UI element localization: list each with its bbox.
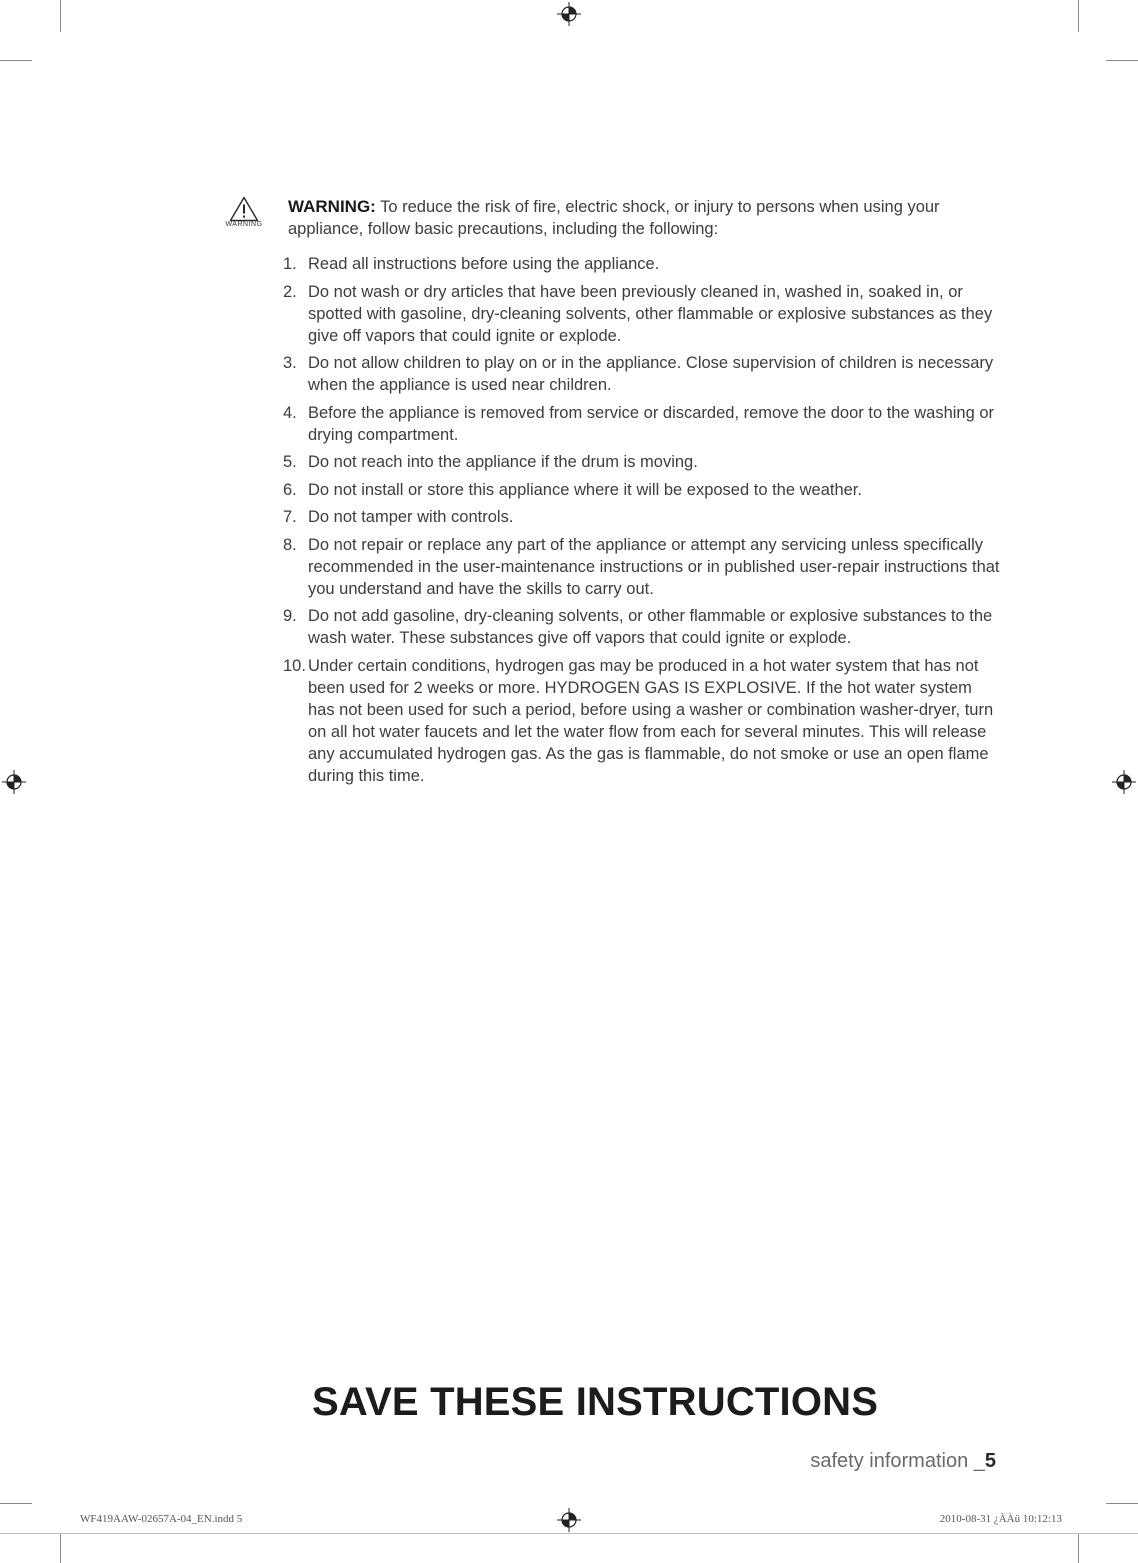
list-item [283,655,1003,787]
save-instructions-heading: SAVE THESE INSTRUCTIONS [312,1380,879,1424]
list-item [283,253,1003,275]
crop-mark-right-bottom [1106,1503,1138,1504]
list-item [283,479,1003,501]
list-item [283,402,1003,446]
crop-mark-top-left [60,0,61,32]
list-item-text: Read all instructions before using the appliance. [308,255,660,273]
list-item-text: Do not reach into the appliance if the drum is moving. [308,453,698,471]
slug-rule [0,1533,1138,1534]
warning-intro [288,196,1008,240]
list-item [283,352,1003,396]
crop-mark-bottom-left [60,1533,61,1563]
list-item-number: 1. [283,255,297,273]
warning-intro-text: To reduce the risk of fire, electric shock, or injury to persons when using your appliance, follow basic precautions, including the following: [288,198,940,238]
list-item-number: 4. [283,403,297,422]
warning-label: WARNING: [288,197,376,216]
list-item-number: 6. [283,480,297,499]
list-item [283,451,1003,473]
list-item-number: 8. [283,535,297,554]
list-item [283,281,1003,347]
registration-mark-bottom-icon [557,1508,581,1532]
registration-mark-right-icon [1112,770,1136,794]
list-item-text: Before the appliance is removed from service or discarded, remove the door to the washing or drying compartment. [308,403,995,444]
list-item-number: 2. [283,282,297,301]
registration-mark-top-icon [557,2,581,26]
list-item [283,506,1003,528]
list-item-text: Do not allow children to play on or in the appliance. Close supervision of children is necessary when the appliance is used near children. [308,354,994,394]
print-slug-date: 2010-08-31 ¿ÀÀü 10:12:13 [939,1513,1062,1525]
crop-mark-bottom-right [1078,1533,1079,1563]
list-item-text: Do not install or store this appliance where it will be exposed to the weather. [308,480,862,499]
list-item-text: Do not repair or replace any part of the appliance or attempt any servicing unless specifically recommended in the user-maintenance instructions or in published user-repair instructions that you understand and have the skills to carry out. [308,535,1000,598]
page-number: 5 [984,1450,996,1472]
warning-icon-caption: WARNING [225,221,263,228]
list-item-number: 5. [283,453,297,471]
list-item-number: 10. [283,656,306,675]
registration-mark-left-icon [2,770,26,794]
crop-mark-left-top [0,60,32,61]
warning-triangle-icon [229,196,259,222]
list-item-text: Do not tamper with controls. [308,508,514,526]
list-item-number: 3. [283,354,297,372]
list-item-text: Under certain conditions, hydrogen gas may be produced in a hot water system that has not been used for 2 weeks or more. HYDROGEN GAS IS EXPLOSIVE. If the hot water system has not been used for such a period, before using a washer or combination washer-dryer, turn on all hot water faucets and let the water flow from each for several minutes. This will release any accumulated hydrogen gas. As the gas is flammable, do not smoke or use an open flame during this time. [308,656,994,785]
page-footer [810,1450,996,1473]
list-item-number: 7. [283,508,297,526]
crop-mark-top-right [1078,0,1079,32]
list-item-text: Do not wash or dry articles that have been previously cleaned in, washed in, soaked in, or spotted with gasoline, dry-cleaning solvents, other flammable or explosive substances as they give off vapors that could ignite or explode. [308,282,993,345]
crop-mark-right-top [1106,60,1138,61]
print-slug-file: WF419AAW-02657A-04_EN.indd 5 [80,1513,243,1525]
safety-instructions-list [283,253,1003,792]
list-item [283,605,1003,649]
warning-symbol [205,196,283,228]
crop-mark-left-bottom [0,1503,32,1504]
list-item-text: Do not add gasoline, dry-cleaning solvents, or other flammable or explosive substances to the wash water. These substances give off vapors that could ignite or explode. [308,607,993,647]
footer-section-title: safety information _ [810,1450,985,1472]
list-item-number: 9. [283,607,297,625]
list-item [283,534,1003,600]
